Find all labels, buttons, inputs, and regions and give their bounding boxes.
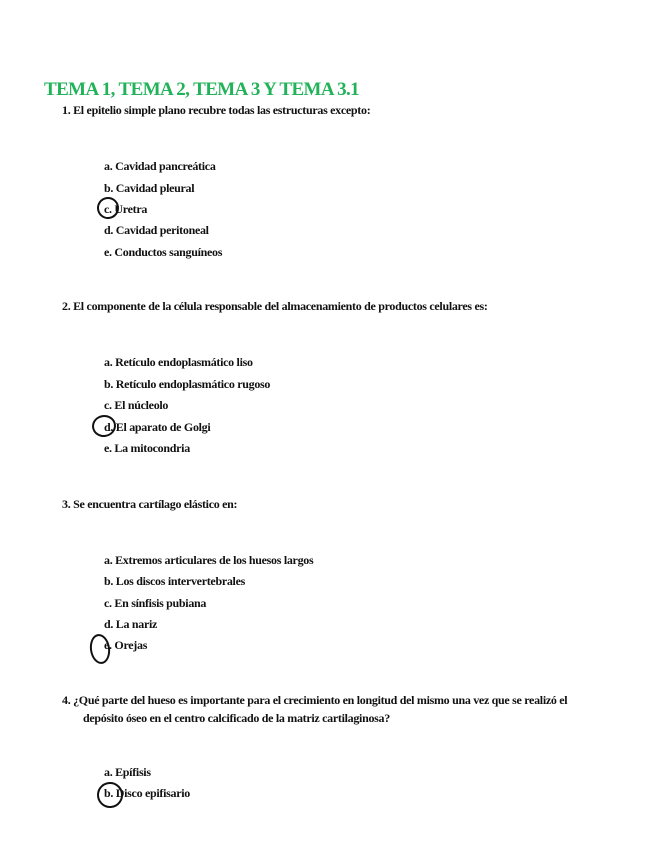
q2-option-b: b. Retículo endoplasmático rugoso xyxy=(104,377,271,391)
q1-option-e: e. Conductos sanguíneos xyxy=(104,245,223,259)
q3-option-a: a. Extremos articulares de los huesos largos xyxy=(104,553,314,567)
q2-option-c: c. El núcleolo xyxy=(104,398,169,412)
q4-option-b: b. Disco epifisario xyxy=(104,786,190,800)
page-title: TEMA 1, TEMA 2, TEMA 3 Y TEMA 3.1 xyxy=(44,79,360,100)
question-1 xyxy=(62,101,592,119)
q2-option-d: d. El aparato de Golgi xyxy=(104,420,211,434)
q1-option-a: a. Cavidad pancreática xyxy=(104,159,216,173)
q3-option-d: d. La nariz xyxy=(104,617,158,631)
q1-option-d: d. Cavidad peritoneal xyxy=(104,223,209,237)
question-3 xyxy=(62,495,592,513)
q3-option-c: c. En sínfisis pubiana xyxy=(104,596,207,610)
q2-option-e: e. La mitocondria xyxy=(104,441,190,455)
question-4-text-line1: 4. ¿Qué parte del hueso es importante para el crecimiento en longitud del mismo una vez que se realizó el xyxy=(62,693,568,707)
q1-option-b: b. Cavidad pleural xyxy=(104,181,195,195)
question-2 xyxy=(62,297,592,315)
question-2-text: 2. El componente de la célula responsable del almacenamiento de productos celulares es: xyxy=(62,299,488,313)
question-4-text-line2: depósito óseo en el centro calcificado de la matriz cartilaginosa? xyxy=(83,711,390,725)
question-3-text: 3. Se encuentra cartílago elástico en: xyxy=(62,497,238,511)
q3-option-b: b. Los discos intervertebrales xyxy=(104,574,245,588)
q2-option-a: a. Retículo endoplasmático liso xyxy=(104,355,253,369)
question-4 xyxy=(62,691,592,727)
q1-option-c: c. Uretra xyxy=(104,202,148,216)
q3-option-e: e. Orejas xyxy=(104,638,148,652)
question-1-text: 1. El epitelio simple plano recubre todas las estructuras excepto: xyxy=(62,103,371,117)
q4-option-a: a. Epífisis xyxy=(104,765,151,779)
